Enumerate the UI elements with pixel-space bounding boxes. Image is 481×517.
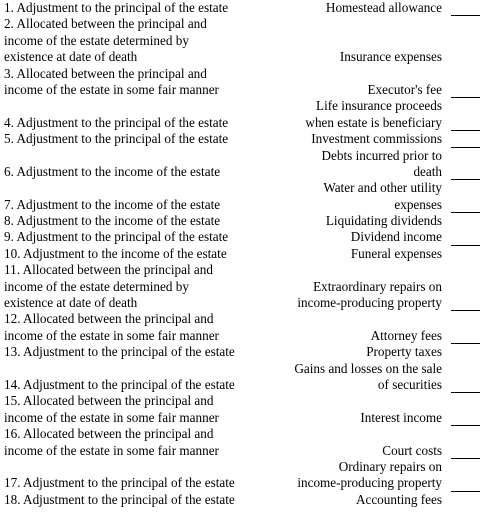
allocation-line: 18. Adjustment to the principal of the estate <box>4 491 235 507</box>
answer-blank[interactable] <box>451 86 480 98</box>
estate-item-row <box>270 148 480 164</box>
estate-item-label: Ordinary repairs on <box>338 458 442 474</box>
answer-blank[interactable] <box>451 332 480 344</box>
estate-items-column <box>270 0 480 508</box>
allocation-line <box>4 148 274 164</box>
allocation-line: existence at date of death <box>4 49 138 65</box>
answer-blank[interactable] <box>451 381 480 393</box>
spacer <box>451 267 480 279</box>
answer-blank[interactable] <box>451 414 480 426</box>
spacer <box>451 37 480 49</box>
spacer <box>451 398 480 410</box>
estate-item-row <box>270 344 480 360</box>
spacer <box>451 21 480 33</box>
estate-item-row <box>270 0 480 16</box>
estate-item-label: Executor's fee <box>367 81 442 97</box>
spacer <box>451 250 480 262</box>
estate-item-label: income-producing property <box>297 475 442 491</box>
estate-item-row <box>270 66 480 82</box>
answer-blank[interactable] <box>451 201 480 213</box>
allocation-line: 6. Adjustment to the income of the estate <box>4 163 221 179</box>
answer-blank[interactable] <box>451 168 480 180</box>
allocation-line: existence at date of death <box>4 295 138 311</box>
allocation-line: income of the estate in some fair manner <box>4 409 219 425</box>
estate-item-label: Gains and losses on the sale <box>294 360 442 376</box>
spacer <box>451 103 480 115</box>
allocation-line: 8. Adjustment to the income of the estate <box>4 213 221 229</box>
estate-item-label: income-producing property <box>297 295 442 311</box>
estate-item-row <box>270 393 480 409</box>
estate-item-row <box>270 49 480 65</box>
estate-item-label: Debts incurred prior to <box>321 147 442 163</box>
allocation-line <box>4 459 274 475</box>
estate-item-row <box>270 213 480 229</box>
estate-item-label: Insurance expenses <box>339 49 442 65</box>
estate-item-row <box>270 443 480 459</box>
estate-item-row <box>270 229 480 245</box>
allocation-line: income of the estate in some fair manner <box>4 327 219 343</box>
spacer <box>451 349 480 361</box>
estate-item-label: Life insurance proceeds <box>316 98 442 114</box>
estate-item-row <box>270 180 480 196</box>
allocation-line: 3. Allocated between the principal and <box>4 65 207 81</box>
estate-item-row <box>270 426 480 442</box>
allocation-line <box>4 361 274 377</box>
spacer <box>451 316 480 328</box>
estate-item-label: Interest income <box>360 409 442 425</box>
allocation-line: 16. Allocated between the principal and <box>4 426 214 442</box>
spacer <box>451 431 480 443</box>
allocation-line: 13. Adjustment to the principal of the estate <box>4 344 235 360</box>
estate-item-label: Dividend income <box>350 229 442 245</box>
estate-item-row <box>270 410 480 426</box>
spacer <box>451 70 480 82</box>
estate-item-row <box>270 279 480 295</box>
answer-blank[interactable] <box>451 136 480 148</box>
estate-item-label: death <box>413 163 442 179</box>
allocation-line <box>4 98 274 114</box>
estate-item-row <box>270 475 480 491</box>
estate-item-row <box>270 459 480 475</box>
estate-item-label: Accounting fees <box>355 491 442 507</box>
allocation-line: 7. Adjustment to the income of the estate <box>4 196 221 212</box>
estate-item-row <box>270 492 480 508</box>
answer-blank[interactable] <box>451 119 480 131</box>
answer-blank[interactable] <box>451 447 480 459</box>
allocation-line: 17. Adjustment to the principal of the estate <box>4 475 235 491</box>
spacer <box>451 365 480 377</box>
allocation-line: 1. Adjustment to the principal of the estate <box>4 0 229 15</box>
allocation-line <box>4 180 274 196</box>
estate-item-row <box>270 98 480 114</box>
spacer <box>451 54 480 66</box>
estate-item-row <box>270 115 480 131</box>
answer-blank[interactable] <box>451 480 480 492</box>
estate-item-label: Extraordinary repairs on <box>313 278 442 294</box>
answer-blank[interactable] <box>451 4 480 16</box>
estate-item-label: Property taxes <box>366 344 442 360</box>
estate-item-label: when estate is beneficiary <box>305 114 442 130</box>
allocation-answers-column <box>4 0 274 508</box>
allocation-line: 14. Adjustment to the principal of the estate <box>4 376 235 392</box>
estate-item-label: Investment commissions <box>311 131 442 147</box>
allocation-line: 12. Allocated between the principal and <box>4 311 214 327</box>
allocation-line: 9. Adjustment to the principal of the estate <box>4 229 229 245</box>
allocation-line: 11. Allocated between the principal and <box>4 262 213 278</box>
estate-item-label: Liquidating dividends <box>325 213 442 229</box>
answer-blank[interactable] <box>451 234 480 246</box>
estate-item-label: of securities <box>377 376 442 392</box>
allocation-line: 15. Allocated between the principal and <box>4 393 214 409</box>
spacer <box>451 463 480 475</box>
estate-item-row <box>270 33 480 49</box>
estate-item-label: Homestead allowance <box>325 0 442 15</box>
estate-item-label: Attorney fees <box>370 327 442 343</box>
allocation-line: 2. Allocated between the principal and <box>4 16 207 32</box>
estate-item-row <box>270 16 480 32</box>
estate-item-label: Court costs <box>382 442 442 458</box>
spacer <box>451 283 480 295</box>
allocation-line: income of the estate determined by <box>4 278 189 294</box>
spacer <box>451 496 480 508</box>
estate-item-label: Funeral expenses <box>350 245 442 261</box>
estate-item-row <box>270 82 480 98</box>
estate-item-row <box>270 328 480 344</box>
allocation-line: 10. Adjustment to the income of the estate <box>4 245 227 261</box>
estate-item-row <box>270 262 480 278</box>
spacer <box>451 185 480 197</box>
allocation-line: income of the estate in some fair manner <box>4 442 219 458</box>
estate-item-row <box>270 197 480 213</box>
answer-blank[interactable] <box>451 299 480 311</box>
spacer <box>451 152 480 164</box>
estate-item-row <box>270 361 480 377</box>
estate-item-row <box>270 164 480 180</box>
spacer <box>451 217 480 229</box>
allocation-line: 5. Adjustment to the principal of the estate <box>4 131 229 147</box>
estate-item-row <box>270 295 480 311</box>
estate-item-row <box>270 311 480 327</box>
allocation-line: income of the estate determined by <box>4 32 189 48</box>
allocation-line: 4. Adjustment to the principal of the estate <box>4 114 229 130</box>
estate-item-row <box>270 131 480 147</box>
estate-item-row <box>270 246 480 262</box>
estate-item-label: Water and other utility <box>323 180 442 196</box>
estate-item-label: expenses <box>394 196 442 212</box>
estate-item-row <box>270 377 480 393</box>
allocation-line: income of the estate in some fair manner <box>4 81 219 97</box>
